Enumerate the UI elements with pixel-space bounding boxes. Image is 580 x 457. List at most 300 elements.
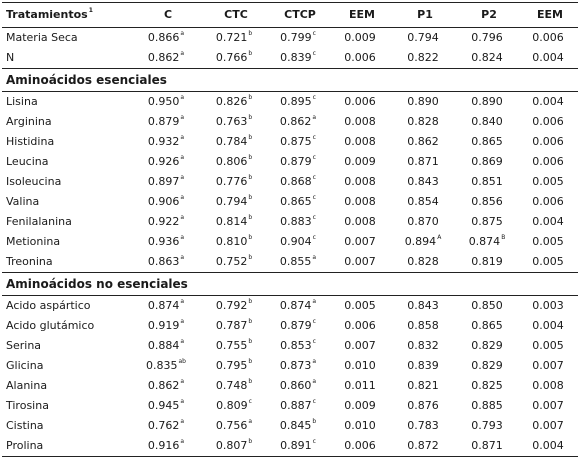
cell-c [130,316,202,336]
cell-eem2 [518,436,578,457]
cell-value: 0.010 [344,359,376,372]
cell-value: 0.826 [215,95,248,108]
significance-letter: b [248,358,253,366]
cell-ctc [202,212,266,232]
cell-ctc [202,376,266,396]
significance-letter: a [312,114,317,122]
cell-value: 0.890 [471,95,503,108]
cell-value: 0.868 [280,175,312,188]
cell-value: 0.897 [147,175,180,188]
cell-p2 [456,336,518,356]
table-row [2,356,578,376]
cell-value: 0.809 [216,399,248,412]
significance-letter: b [248,30,253,38]
significance-letter: b [248,298,253,306]
cell-c [130,356,202,376]
cell-value: 0.721 [215,31,248,44]
significance-letter: A [437,234,442,242]
significance-letter: b [248,254,253,262]
row-label: Arginina [6,115,52,128]
cell-p2 [456,192,518,212]
cell-c [130,296,202,317]
cell-value: 0.839 [280,51,312,64]
cell-p1 [390,416,456,436]
cell-value: 0.891 [280,439,312,452]
cell-p1 [390,376,456,396]
cell-p2 [456,416,518,436]
cell-value: 0.004 [532,51,564,64]
cell-eem1 [330,416,390,436]
cell-ctc [202,92,266,113]
cell-value: 0.006 [344,95,376,108]
cell-value: 0.869 [471,155,503,168]
cell-value: 0.829 [471,339,503,352]
cell-value: 0.792 [215,299,248,312]
significance-letter: b [248,114,253,122]
cell-value: 0.850 [471,299,503,312]
significance-letter: b [248,438,253,446]
cell-eem2 [518,192,578,212]
significance-letter: b [248,174,253,182]
cell-eem1 [330,396,390,416]
cell-p2 [456,396,518,416]
significance-letter: b [248,134,253,142]
cell-value: 0.766 [215,51,248,64]
cell-value: 0.862 [147,379,180,392]
cell-ctcp [266,316,330,336]
cell-value: 0.936 [147,235,180,248]
cell-value: 0.879 [147,115,180,128]
significance-letter: a [180,398,185,406]
cell-ctcp [266,296,330,317]
table-row [2,232,578,252]
cell-value: 0.010 [344,419,376,432]
cell-value: 0.007 [344,235,376,248]
cell-value: 0.885 [471,399,503,412]
header-p1: P1 [390,3,456,28]
significance-letter: a [312,254,317,262]
cell-value: 0.895 [280,95,312,108]
cell-c [130,232,202,252]
significance-letter: c [312,438,316,446]
significance-letter: c [312,154,316,162]
significance-letter: c [312,318,316,326]
cell-eem1 [330,356,390,376]
cell-p1 [390,212,456,232]
table-row [2,152,578,172]
row-label: Prolina [2,436,130,457]
cell-value: 0.009 [344,31,376,44]
significance-letter: b [248,338,253,346]
cell-value: 0.795 [215,359,248,372]
cell-value: 0.871 [407,155,439,168]
cell-value: 0.874 [147,299,180,312]
header-row [2,3,578,28]
cell-eem1 [330,28,390,49]
cell-eem2 [518,316,578,336]
cell-value: 0.839 [407,359,439,372]
row-label: Metionina [6,235,61,248]
significance-letter: a [312,378,317,386]
cell-p1 [390,112,456,132]
significance-letter: b [248,154,253,162]
table-row [2,336,578,356]
cell-eem2 [518,396,578,416]
cell-ctc [202,252,266,273]
cell-ctcp [266,252,330,273]
significance-letter: a [312,298,317,306]
significance-letter: a [180,438,185,446]
table-row [2,296,578,317]
cell-value: 0.845 [279,419,312,432]
cell-value: 0.799 [280,31,312,44]
cell-eem1 [330,252,390,273]
table-row [2,172,578,192]
cell-c [130,48,202,69]
cell-c [130,152,202,172]
cell-c [130,28,202,49]
cell-value: 0.006 [532,155,564,168]
cell-value: 0.843 [407,299,439,312]
cell-value: 0.748 [215,379,248,392]
cell-p2 [456,132,518,152]
cell-p2 [456,316,518,336]
table-row [2,192,578,212]
cell-c [130,336,202,356]
cell-ctc [202,416,266,436]
cell-value: 0.865 [280,195,312,208]
significance-letter: b [248,214,253,222]
significance-letter: b [248,318,253,326]
cell-p2 [456,172,518,192]
header-ctcp: CTCP [266,3,330,28]
cell-value: 0.009 [344,399,376,412]
row-label: Acido aspártico [6,299,91,312]
cell-eem1 [330,48,390,69]
cell-value: 0.008 [532,379,564,392]
cell-c [130,416,202,436]
row-label: Serina [6,339,42,352]
cell-value: 0.004 [532,215,564,228]
cell-value: 0.855 [279,255,312,268]
cell-value: 0.004 [532,95,564,108]
cell-value: 0.876 [407,399,439,412]
cell-value: 0.007 [532,419,564,432]
cell-value: 0.866 [147,31,180,44]
cell-value: 0.003 [532,299,564,312]
significance-letter: b [312,418,317,426]
cell-value: 0.870 [407,215,439,228]
cell-value: 0.854 [407,195,439,208]
significance-letter: c [312,194,316,202]
cell-p1 [390,356,456,376]
section-title: Aminoácidos esenciales [2,69,578,92]
cell-value: 0.009 [344,155,376,168]
cell-ctcp [266,48,330,69]
row-label: Leucina [6,155,49,168]
significance-letter: a [180,234,185,242]
cell-value: 0.008 [344,175,376,188]
cell-value: 0.007 [532,359,564,372]
cell-value: 0.853 [280,339,312,352]
cell-value: 0.874 [279,299,312,312]
significance-letter: a [312,358,317,366]
cell-ctcp [266,212,330,232]
cell-ctc [202,112,266,132]
cell-value: 0.862 [147,51,180,64]
cell-ctc [202,132,266,152]
cell-p2 [456,436,518,457]
cell-ctcp [266,152,330,172]
cell-p2 [456,112,518,132]
significance-letter: c [312,234,316,242]
cell-value: 0.793 [471,419,503,432]
table-row [2,28,578,49]
cell-p1 [390,48,456,69]
cell-value: 0.843 [407,175,439,188]
table-row [2,92,578,113]
significance-letter: a [180,114,185,122]
cell-p2 [456,296,518,317]
section-header [2,273,578,296]
cell-eem2 [518,112,578,132]
cell-p2 [456,232,518,252]
cell-value: 0.922 [147,215,180,228]
cell-value: 0.950 [147,95,180,108]
cell-value: 0.828 [407,255,439,268]
cell-value: 0.008 [344,195,376,208]
cell-c [130,172,202,192]
cell-eem1 [330,296,390,317]
table-row [2,436,578,457]
header-p2: P2 [456,3,518,28]
cell-ctcp [266,132,330,152]
cell-value: 0.856 [471,195,503,208]
cell-value: 0.006 [532,195,564,208]
cell-ctcp [266,92,330,113]
significance-letter: b [248,194,253,202]
significance-letter: b [248,378,253,386]
cell-value: 0.883 [280,215,312,228]
row-label: N [6,51,15,64]
cell-value: 0.004 [532,439,564,452]
cell-p1 [390,172,456,192]
cell-p1 [390,396,456,416]
significance-letter: a [180,134,185,142]
row-label: Cistina [6,419,44,432]
cell-value: 0.879 [280,155,312,168]
row-label: Tirosina [6,399,49,412]
table-row [2,48,578,69]
cell-eem1 [330,376,390,396]
cell-c [130,436,202,457]
significance-letter: a [180,194,185,202]
cell-value: 0.006 [344,51,376,64]
cell-value: 0.860 [279,379,312,392]
cell-eem2 [518,92,578,113]
cell-eem1 [330,92,390,113]
cell-value: 0.884 [147,339,180,352]
cell-value: 0.783 [407,419,439,432]
cell-eem1 [330,172,390,192]
table-row [2,132,578,152]
footnote-marker: 1 [88,7,93,15]
cell-ctc [202,48,266,69]
cell-eem2 [518,28,578,49]
cell-c [130,212,202,232]
significance-letter: a [180,94,185,102]
cell-eem2 [518,152,578,172]
row-label: Lisina [6,95,38,108]
header-c: C [130,3,202,28]
cell-ctc [202,172,266,192]
cell-ctc [202,192,266,212]
cell-value: 0.814 [215,215,248,228]
row-label: Acido glutámico [6,319,95,332]
section-title: Aminoácidos no esenciales [2,273,578,296]
cell-value: 0.794 [407,31,439,44]
row-label: Histidina [6,135,55,148]
significance-letter: a [180,154,185,162]
cell-value: 0.762 [147,419,180,432]
cell-eem1 [330,192,390,212]
cell-ctc [202,296,266,317]
cell-ctc [202,396,266,416]
digestibility-table [2,2,578,457]
significance-letter: c [312,30,316,38]
header-eem-2: EEM [518,3,578,28]
row-label: Isoleucina [6,175,62,188]
significance-letter: c [312,398,316,406]
cell-eem2 [518,376,578,396]
cell-eem2 [518,172,578,192]
cell-value: 0.874 [468,235,501,248]
cell-p2 [456,252,518,273]
cell-value: 0.755 [215,339,248,352]
cell-ctc [202,356,266,376]
cell-eem2 [518,296,578,317]
header-treatment [2,3,130,28]
significance-letter: a [180,30,185,38]
cell-value: 0.835 [146,359,178,372]
cell-value: 0.004 [532,319,564,332]
cell-value: 0.005 [532,235,564,248]
cell-ctcp [266,112,330,132]
significance-letter: a [180,298,185,306]
cell-value: 0.926 [147,155,180,168]
cell-value: 0.862 [279,115,312,128]
significance-letter: c [312,50,316,58]
cell-value: 0.865 [471,135,503,148]
cell-value: 0.875 [280,135,312,148]
cell-value: 0.906 [147,195,180,208]
cell-value: 0.825 [471,379,503,392]
cell-value: 0.806 [215,155,248,168]
cell-ctcp [266,436,330,457]
cell-p1 [390,316,456,336]
cell-p1 [390,436,456,457]
row-label: Glicina [6,359,44,372]
cell-value: 0.873 [279,359,312,372]
cell-value: 0.904 [280,235,312,248]
cell-p2 [456,92,518,113]
significance-letter: b [248,50,253,58]
cell-value: 0.007 [344,255,376,268]
cell-p2 [456,356,518,376]
cell-c [130,132,202,152]
row-label: Fenilalanina [6,215,72,228]
table-row [2,252,578,273]
cell-ctcp [266,192,330,212]
cell-value: 0.796 [471,31,503,44]
cell-value: 0.006 [532,31,564,44]
cell-value: 0.807 [215,439,248,452]
cell-ctcp [266,232,330,252]
cell-value: 0.006 [532,135,564,148]
table-body [2,28,578,457]
significance-letter: a [180,174,185,182]
cell-value: 0.005 [532,339,564,352]
cell-value: 0.821 [407,379,439,392]
cell-ctcp [266,172,330,192]
cell-value: 0.763 [215,115,248,128]
significance-letter: a [180,254,185,262]
cell-value: 0.840 [471,115,503,128]
cell-value: 0.872 [407,439,439,452]
header-treatment-label: Tratamientos [6,8,88,21]
cell-value: 0.007 [344,339,376,352]
cell-eem1 [330,436,390,457]
cell-eem1 [330,316,390,336]
cell-value: 0.008 [344,135,376,148]
cell-p1 [390,132,456,152]
cell-eem1 [330,336,390,356]
cell-p1 [390,152,456,172]
cell-value: 0.828 [407,115,439,128]
significance-letter: b [248,234,253,242]
cell-value: 0.011 [344,379,376,392]
cell-value: 0.871 [471,439,503,452]
cell-value: 0.858 [407,319,439,332]
row-label: Alanina [6,379,48,392]
significance-letter: ab [178,358,186,366]
cell-eem1 [330,132,390,152]
significance-letter: c [248,398,252,406]
header-eem-1: EEM [330,3,390,28]
significance-letter: a [180,338,185,346]
significance-letter: c [312,134,316,142]
row-label: Materia Seca [6,31,78,44]
cell-value: 0.829 [471,359,503,372]
significance-letter: a [180,318,185,326]
cell-value: 0.887 [280,399,312,412]
cell-p1 [390,92,456,113]
cell-p2 [456,376,518,396]
significance-letter: c [312,94,316,102]
cell-eem2 [518,212,578,232]
cell-eem2 [518,252,578,273]
cell-ctc [202,232,266,252]
significance-letter: a [180,50,185,58]
cell-c [130,112,202,132]
row-label: Treonina [6,255,53,268]
cell-value: 0.005 [344,299,376,312]
cell-ctc [202,436,266,457]
cell-eem2 [518,132,578,152]
table-row [2,316,578,336]
cell-c [130,396,202,416]
cell-value: 0.756 [215,419,248,432]
